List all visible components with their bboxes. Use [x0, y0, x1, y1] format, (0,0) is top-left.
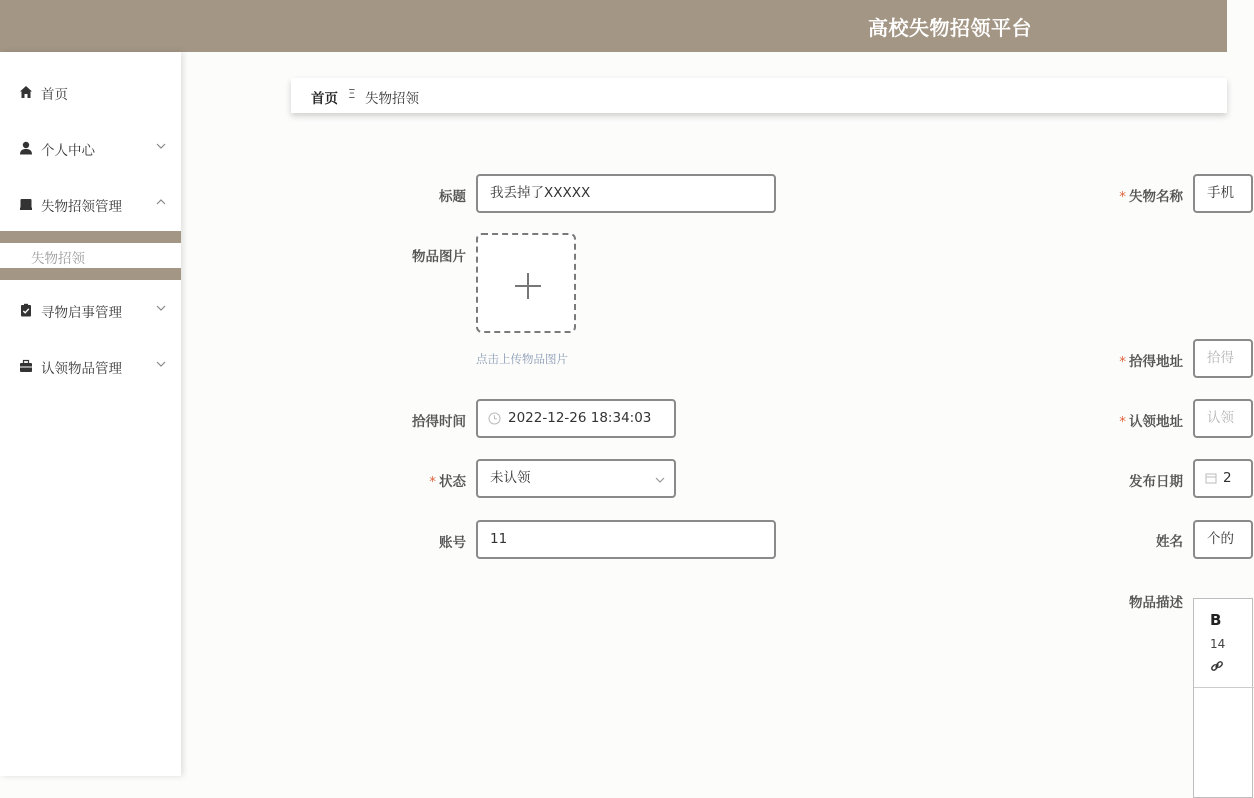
required-mark: * [1119, 189, 1126, 205]
chevron-down-icon [654, 475, 666, 485]
claim-address-label: * 认领地址 [1119, 414, 1183, 430]
publish-date-label: 发布日期 [1129, 474, 1183, 490]
name-label: 姓名 [1156, 534, 1183, 550]
link-icon[interactable] [1210, 659, 1224, 673]
sidebar-item-label: 个人中心 [41, 143, 95, 159]
sidebar [0, 52, 181, 776]
image-upload-box[interactable] [476, 233, 576, 333]
editor-toolbar [1194, 599, 1254, 688]
found-time-value: 2022-12-26 18:34:03 [508, 410, 652, 426]
calendar-icon [1205, 472, 1217, 484]
found-address-input[interactable] [1193, 339, 1253, 378]
title-input-value: 我丢掉了XXXXX [490, 185, 591, 201]
item-name-input[interactable] [1193, 174, 1253, 213]
status-select[interactable] [476, 459, 676, 498]
item-name-label: * 失物名称 [1119, 189, 1183, 205]
name-input-value: 个的 [1207, 531, 1234, 547]
description-rich-editor[interactable] [1193, 598, 1253, 798]
publish-date-picker[interactable] [1193, 459, 1253, 498]
item-name-value: 手机 [1207, 185, 1234, 201]
publish-date-value: 2 [1223, 470, 1232, 486]
app-title: 高校失物招领平台 [868, 16, 1032, 40]
found-address-placeholder: 拾得 [1207, 350, 1234, 366]
required-mark: * [1119, 414, 1126, 430]
name-input[interactable] [1193, 520, 1253, 559]
description-label: 物品描述 [1129, 595, 1183, 611]
breadcrumb [291, 78, 1227, 113]
account-input[interactable] [476, 520, 776, 559]
sidebar-item-lost-notice-management[interactable] [0, 292, 181, 328]
briefcase-icon [18, 358, 34, 374]
status-label: * 状态 [429, 474, 466, 490]
bold-button[interactable]: B [1210, 611, 1222, 629]
font-size-select[interactable]: 14 [1210, 637, 1226, 651]
upload-tip: 点击上传物品图片 [476, 352, 568, 366]
home-icon [18, 84, 34, 100]
sidebar-item-claim-management[interactable] [0, 348, 181, 384]
chevron-up-icon [155, 196, 167, 208]
item-image-label: 物品图片 [412, 249, 466, 265]
user-icon [18, 140, 34, 156]
found-address-label: * 拾得地址 [1119, 354, 1183, 370]
sidebar-item-label: 寻物启事管理 [41, 305, 122, 321]
title-label: 标题 [439, 189, 466, 205]
submenu-highlight-bar [0, 268, 181, 280]
chevron-down-icon [155, 358, 167, 370]
found-time-picker[interactable] [476, 399, 676, 438]
status-select-value: 未认领 [490, 470, 531, 486]
sidebar-item-personal-center[interactable] [0, 130, 181, 166]
required-mark: * [1119, 354, 1126, 370]
claim-address-placeholder: 认领 [1207, 410, 1234, 426]
sidebar-subitem-label: 失物招领 [31, 251, 85, 267]
required-mark: * [429, 474, 436, 490]
clipboard-check-icon [18, 302, 34, 318]
sidebar-item-home[interactable] [0, 74, 181, 110]
top-header [0, 0, 1227, 52]
sidebar-item-label: 认领物品管理 [41, 361, 122, 377]
title-input[interactable] [476, 174, 776, 213]
sidebar-item-label: 首页 [41, 87, 68, 103]
box-icon [18, 196, 34, 212]
breadcrumb-separator: Ξ [348, 87, 356, 101]
account-label: 账号 [439, 535, 466, 551]
clock-icon [488, 412, 501, 425]
claim-address-input[interactable] [1193, 399, 1253, 438]
chevron-down-icon [155, 302, 167, 314]
plus-icon-vertical [527, 273, 529, 299]
chevron-down-icon [155, 140, 167, 152]
account-input-value: 11 [490, 531, 508, 547]
breadcrumb-home-link[interactable]: 首页 [311, 91, 338, 107]
submenu-highlight-bar [0, 231, 181, 243]
found-time-label: 拾得时间 [412, 414, 466, 430]
sidebar-subitem-lost-found[interactable] [0, 243, 181, 268]
sidebar-item-lost-found-management[interactable] [0, 186, 181, 222]
breadcrumb-current: 失物招领 [365, 91, 419, 107]
sidebar-item-label: 失物招领管理 [41, 199, 122, 215]
